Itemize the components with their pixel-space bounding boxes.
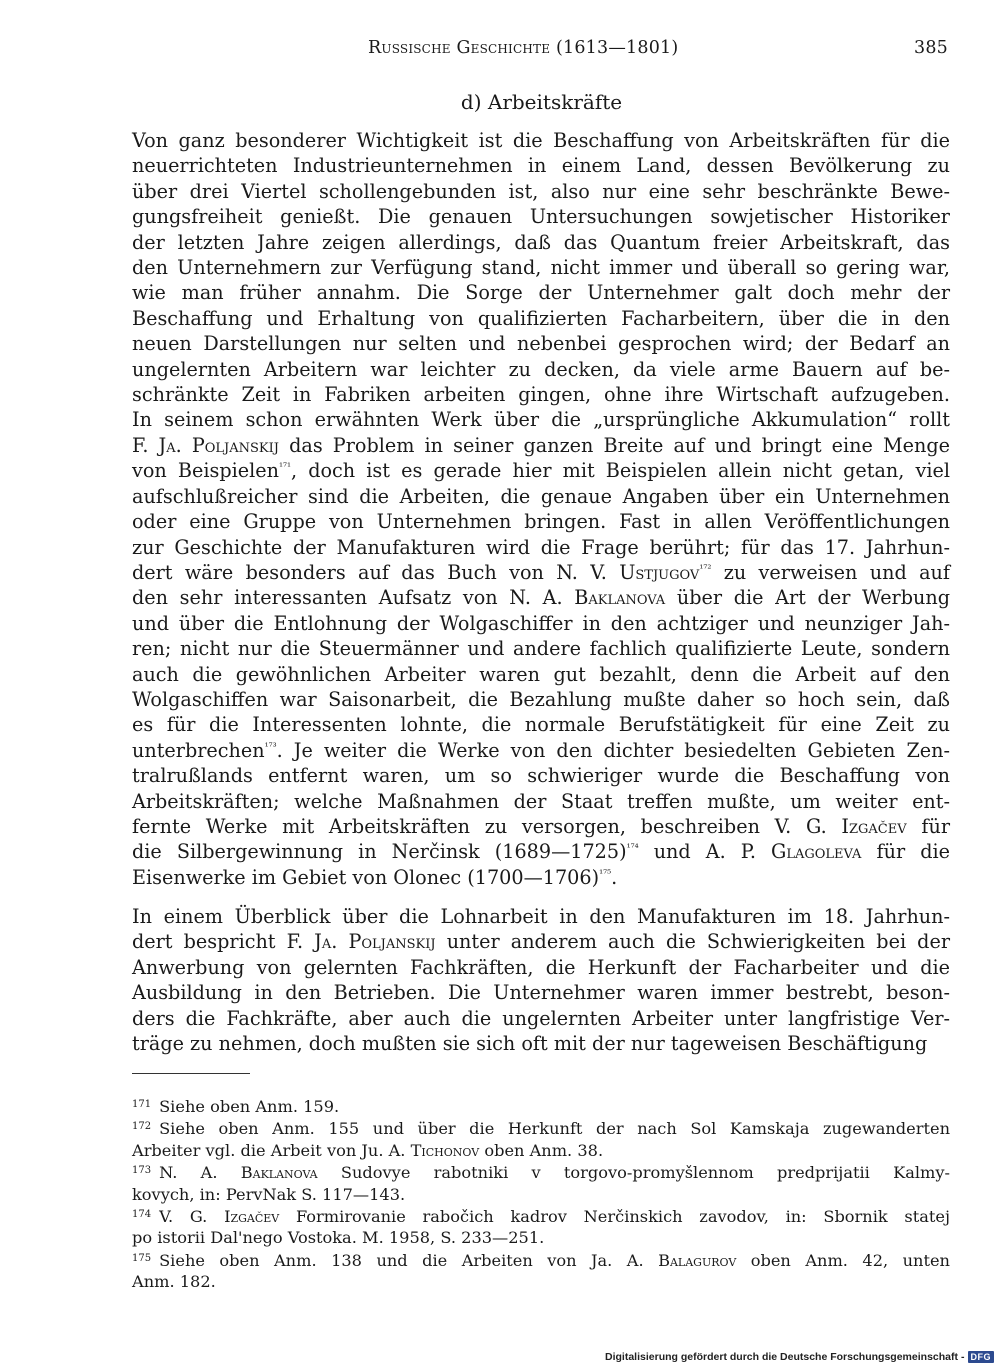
text-line: träge zu nehmen, doch mußten sie sich oft mit der nur tageweisen Beschäftigung (132, 1032, 928, 1056)
footnote-line (132, 1162, 950, 1184)
text-line: wie man früher annahm. Die Sorge der Unternehmer galt doch mehr der (132, 281, 950, 305)
footnote-line (132, 1096, 950, 1118)
text-line: dert wäre besonders auf das Buch von N. V. Ustjugov$^{^{172}}$ zu verweisen und auf (132, 560, 950, 584)
text-line: es für die Interessenten lohnte, die normale Berufstätigkeit für eine Zeit zu (132, 713, 950, 737)
footnote-number: 175 (132, 1252, 152, 1264)
footnote-line (132, 1140, 950, 1162)
text-line: gungsfreiheit genießt. Die genauen Untersuchungen sowjetischer Historiker (132, 205, 950, 229)
body-paragraph-2 (132, 904, 950, 1056)
running-head (368, 38, 948, 58)
text-line: In einem Überblick über die Lohnarbeit in den Manufakturen im 18. Jahrhun- (132, 905, 950, 928)
footnotes (132, 1096, 950, 1293)
text-line: ren; nicht nur die Steuermänner und andere fachlich qualifizierte Leute, sondern (132, 637, 950, 661)
text-line: fernte Werke mit Arbeitskräften zu versorgen, beschreiben V. G. Izgačev für (132, 814, 950, 838)
text-line: Beschaffung und Erhaltung von qualifizierten Facharbeitern, über die in den (132, 306, 950, 330)
text-line: von Beispielen$^{^{171}}$, doch ist es gerade hier mit Beispielen allein nicht getan, viel (132, 459, 950, 483)
text-line: tralrußlands entfernt waren, um so schwieriger wurde die Beschaffung von (132, 764, 950, 788)
dfg-logo-icon: DFG (968, 1351, 995, 1363)
footnote-line (132, 1184, 950, 1206)
footnote-line (132, 1250, 950, 1272)
footnote-text: kovych, in: PervNak S. 117—143. (132, 1184, 406, 1204)
footnote-text: Siehe oben Anm. 159. (159, 1097, 340, 1116)
body-paragraph-1 (132, 128, 950, 890)
text-line: In seinem schon erwähnten Werk über die „ursprüngliche Akkumulation“ rollt (132, 408, 950, 432)
text-line: Ausbildung in den Betrieben. Die Unternehmer waren immer bestrebt, beson- (132, 981, 950, 1005)
section-heading: d) Arbeitskräfte (460, 90, 623, 114)
text-line: ders die Fachkräfte, aber auch die ungelernten Arbeiter unter langfristige Ver- (132, 1006, 950, 1030)
footnote-text: po istorii Dal'nego Vostoka. M. 1958, S. 233—251. (132, 1228, 545, 1248)
text-line: ungelernten Arbeitern war leichter zu decken, da viele arme Bauern auf be- (132, 357, 950, 381)
text-line: Arbeitskräften; welche Maßnahmen der Staat treffen mußte, um weiter ent- (132, 789, 950, 813)
footnote-173 (132, 1162, 950, 1205)
running-head-title: Russische Geschichte (1613—1801) (368, 38, 679, 58)
footnote-line (132, 1206, 950, 1228)
credit-text: Digitalisierung gefördert durch die Deutsche Forschungsgemeinschaft (605, 1351, 958, 1363)
text-line: und über die Entlohnung der Wolgaschiffer in den achtziger und neunziger Jah- (132, 611, 950, 635)
footnote-text: N. A. Baklanova Sudovye rabotniki v torgovo-promyšlennom predprijatii Kalmy- (159, 1162, 950, 1182)
text-line: dert bespricht F. Ja. Poljanskij unter anderem auch die Schwierigkeiten bei der (132, 930, 950, 954)
text-line: die Silbergewinnung in Nerčinsk (1689—1725)$^{^{174}}$ und A. P. Glagoleva für die (132, 840, 950, 864)
footnote-number: 173 (132, 1164, 152, 1176)
text-line: Anwerbung von gelernten Fachkräften, die Herkunft der Facharbeiter und die (132, 955, 950, 979)
footnote-text: Anm. 182. (132, 1272, 216, 1292)
text-line: Von ganz besonderer Wichtigkeit ist die Beschaffung von Arbeitskräften für die (132, 129, 950, 152)
text-line: F. Ja. Poljanskij das Problem in seiner ganzen Breite auf und bringt eine Menge (132, 433, 950, 457)
text-line: aufschlußreicher sind die Arbeiten, die genaue Angaben über ein Unternehmen (132, 484, 950, 508)
text-line: oder eine Gruppe von Unternehmen bringen. Fast in allen Veröffentlichungen (132, 510, 950, 534)
footnote-175 (132, 1250, 950, 1293)
footnote-174 (132, 1206, 950, 1249)
footnote-number: 174 (132, 1208, 152, 1220)
text-line: zur Geschichte der Manufakturen wird die Frage berührt; für das 17. Jahrhun- (132, 535, 950, 559)
text-line: Eisenwerke im Gebiet von Olonec (1700—1706)$^{^{175}}$. (132, 865, 618, 889)
text-line: unterbrechen$^{^{173}}$. Je weiter die Werke von den dichter besiedelten Gebieten Zen- (132, 738, 950, 762)
footnote-number: 171 (132, 1099, 152, 1110)
footnote-text: Arbeiter vgl. die Arbeit von Ju. A. Tichonov oben Anm. 38. (132, 1140, 604, 1160)
footnote-172 (132, 1118, 950, 1161)
text-line: auch die gewöhnlichen Arbeiter waren gut bezahlt, denn die Arbeit auf den (132, 662, 950, 686)
text-line: den sehr interessanten Aufsatz von N. A. Baklanova über die Art der Werbung (132, 586, 950, 610)
text-line: schränkte Zeit in Fabriken arbeiten gingen, ohne ihre Wirtschaft aufzugeben. (132, 383, 950, 407)
footnote-line (132, 1227, 950, 1249)
footnote-text: Siehe oben Anm. 155 und über die Herkunft der nach Sol Kamskaja zugewanderten (159, 1119, 950, 1139)
footnote-line (132, 1118, 950, 1140)
text-line: den Unternehmern zur Verfügung stand, nicht immer und überall so gering war, (132, 256, 950, 280)
text-line: der letzten Jahre zeigen allerdings, daß das Quantum freier Arbeitskraft, das (132, 230, 950, 254)
footnote-line (132, 1271, 950, 1293)
footnote-171 (132, 1096, 950, 1118)
footnote-text: V. G. Izgačev Formirovanie rabočich kadrov Nerčinskich zavodov, in: Sbornik statej (159, 1206, 951, 1226)
footnote-separator (132, 1073, 250, 1074)
digitization-credit: Digitalisierung gefördert durch die Deutsche Forschungsgemeinschaft - DFG (605, 1351, 994, 1363)
text-line: über drei Viertel schollengebunden ist, also nur eine sehr beschränkte Bewe- (132, 179, 950, 203)
footnote-number: 172 (132, 1121, 152, 1133)
text-line: neuen Darstellungen nur selten und nebenbei gesprochen wird; der Bedarf an (132, 332, 950, 356)
text-line: Wolgaschiffen war Saisonarbeit, die Bezahlung mußte daher so hoch sein, daß (132, 687, 950, 711)
footnote-text: Siehe oben Anm. 138 und die Arbeiten von Ja. A. Balagurov oben Anm. 42, unten (159, 1250, 950, 1270)
page-number: 385 (913, 38, 948, 58)
text-line: neuerrichteten Industrieunternehmen in einem Land, dessen Bevölkerung zu (132, 154, 950, 178)
